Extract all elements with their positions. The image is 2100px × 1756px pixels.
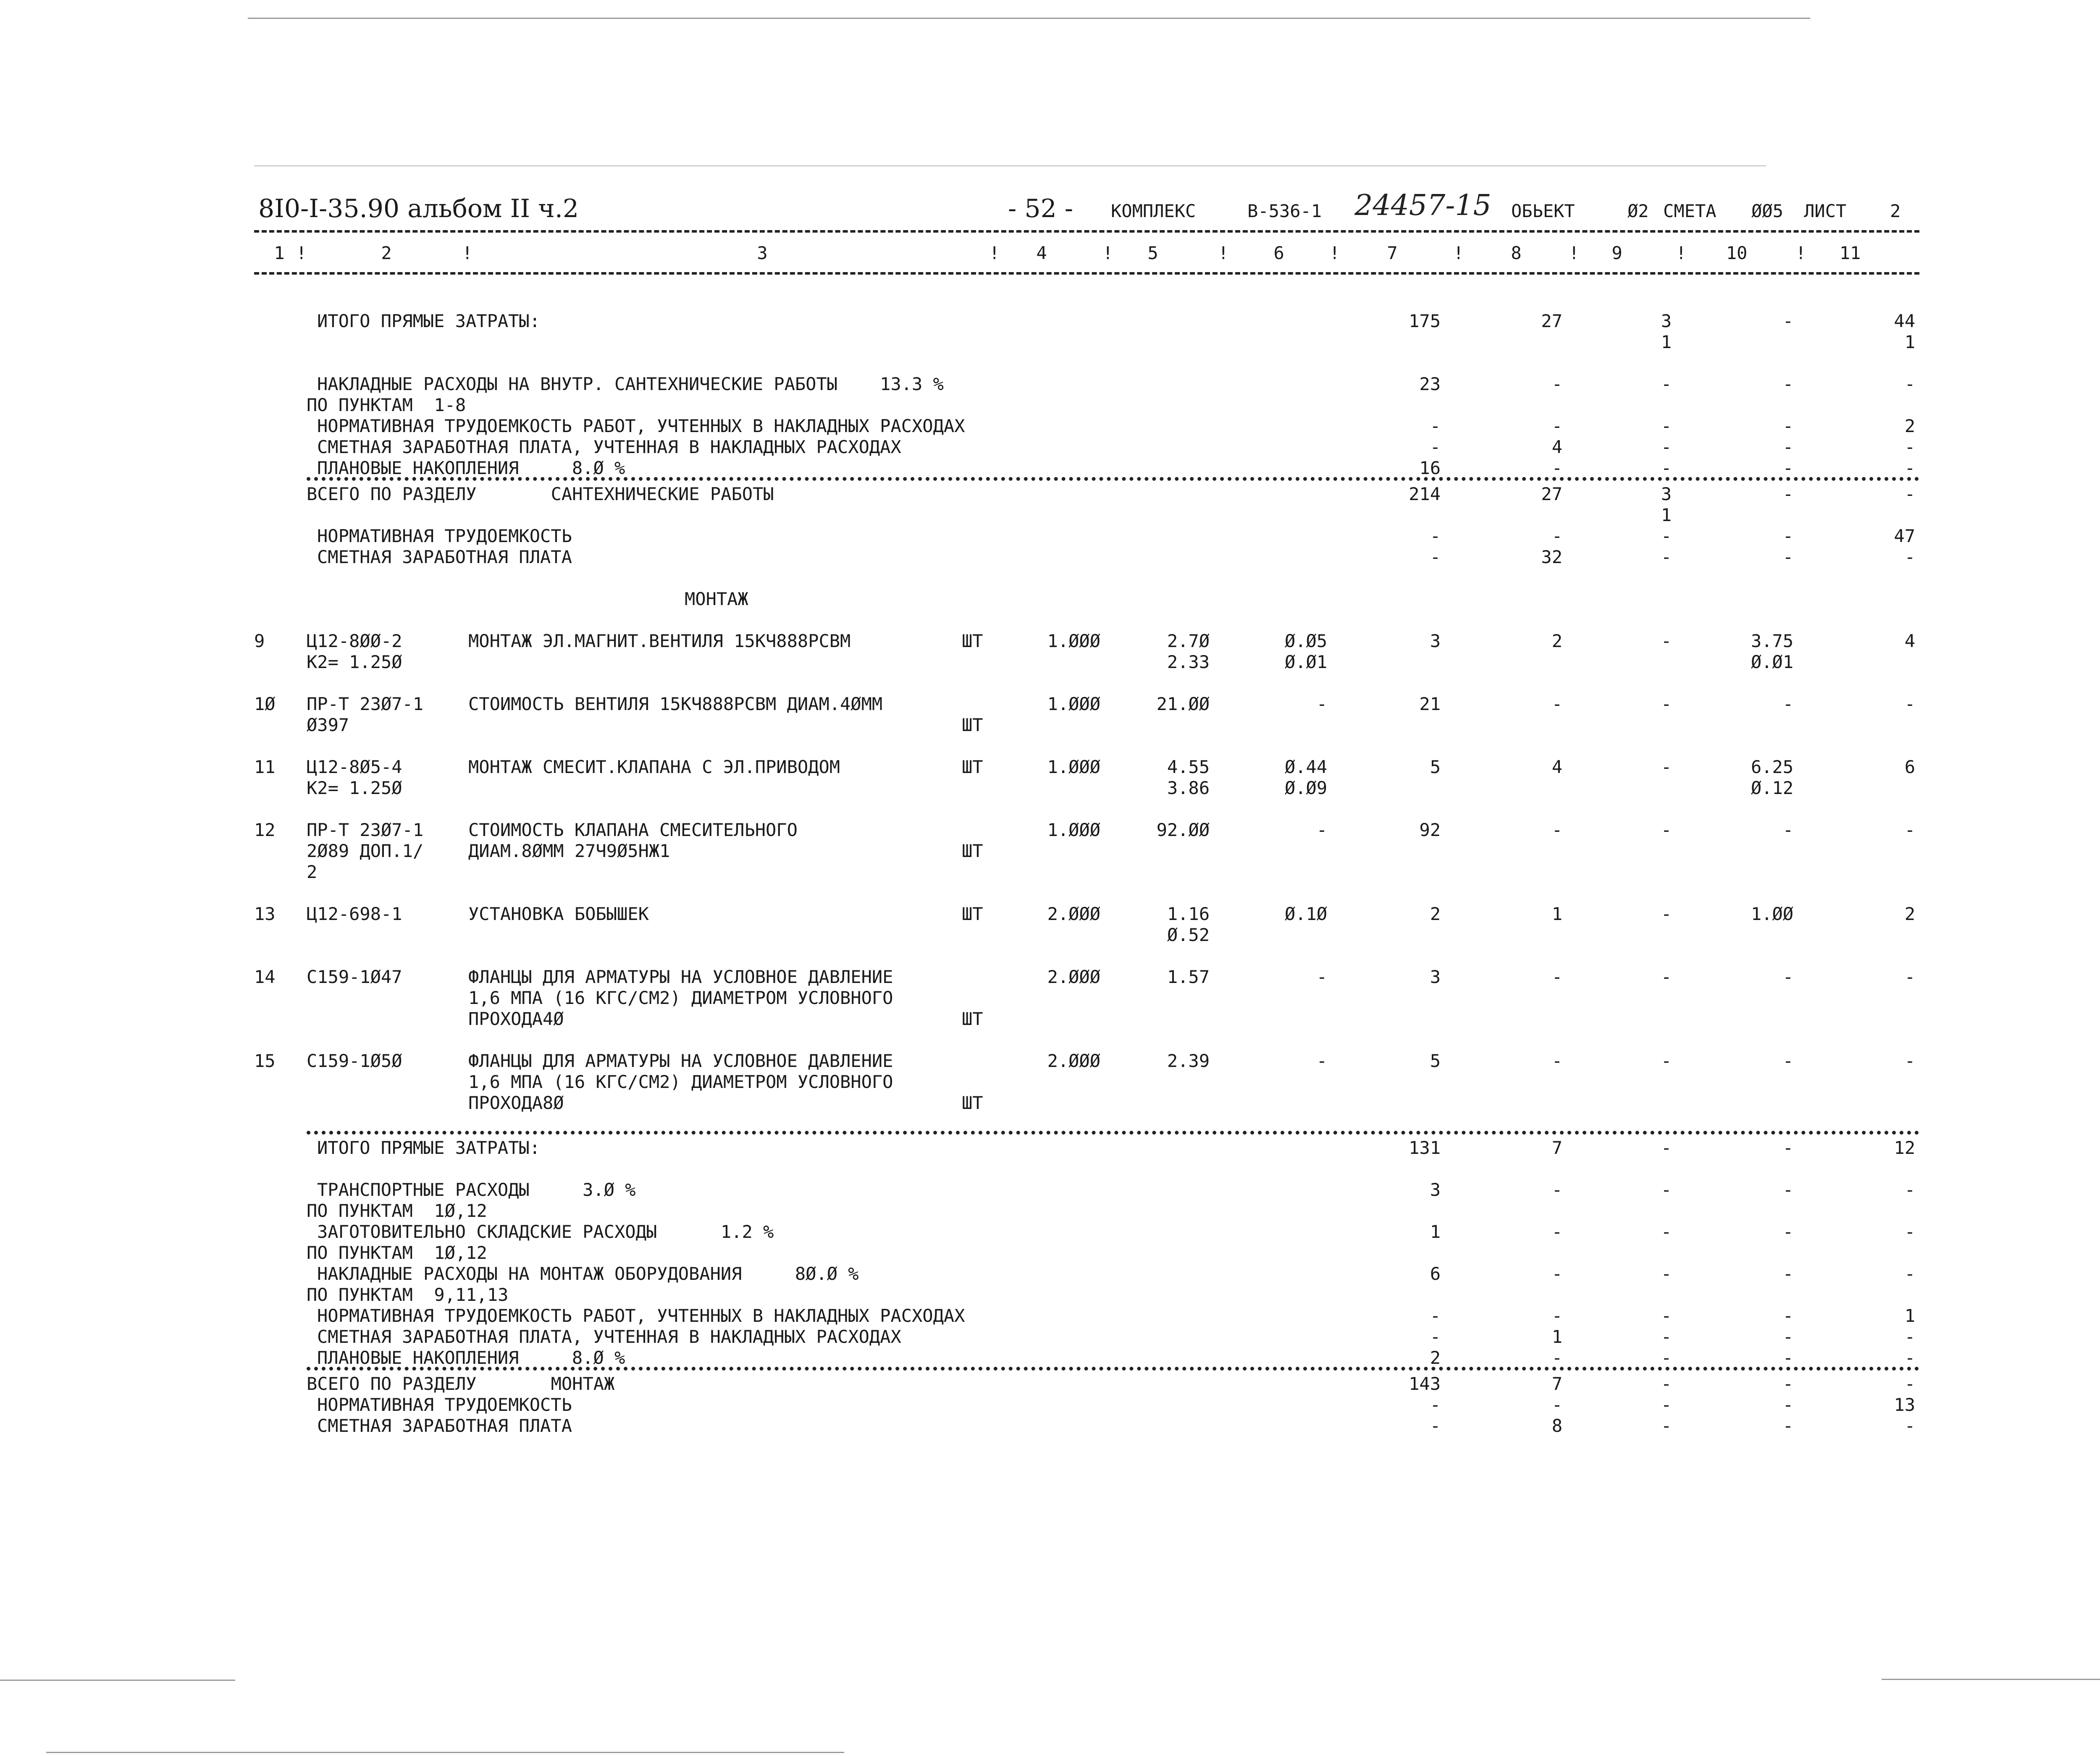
album-title: 8I0-I-35.90 альбом II ч.2 xyxy=(258,194,579,223)
machine-cost: - xyxy=(1661,820,1672,840)
total-wage: - xyxy=(1551,458,1562,478)
rate-code: С159-1Ø5Ø xyxy=(307,1051,402,1071)
total-cost: - xyxy=(1430,1305,1441,1326)
total-cost: - xyxy=(1430,1326,1441,1347)
total-cost: 6 xyxy=(1430,1263,1441,1284)
column-header-10: 10 xyxy=(1726,243,1748,263)
total-labor: - xyxy=(1904,437,1915,457)
total-cost: 5 xyxy=(1430,1051,1441,1071)
total-wage: - xyxy=(1551,374,1562,394)
handwritten-number: 24457-15 xyxy=(1354,189,1491,222)
labor-hours: - xyxy=(1782,1051,1793,1071)
column-header-3: 3 xyxy=(757,243,768,263)
work-description: ПРОХОДА8Ø xyxy=(468,1093,564,1113)
column-separator-mark: ! xyxy=(462,243,473,263)
machine-cost: - xyxy=(1661,526,1672,546)
unit-cost: Ø.52 xyxy=(1167,925,1210,945)
total-labor: - xyxy=(1904,458,1915,478)
column-separator-mark: ! xyxy=(1796,243,1806,263)
labor-hours: - xyxy=(1782,416,1793,436)
machine-cost: - xyxy=(1661,547,1672,567)
total-wage: 7 xyxy=(1551,1373,1562,1394)
total-wage: - xyxy=(1551,1394,1562,1415)
total-cost: 175 xyxy=(1409,311,1441,331)
labor-hours: - xyxy=(1782,437,1793,457)
machine-cost: - xyxy=(1661,1137,1672,1158)
total-labor: - xyxy=(1904,1326,1915,1347)
total-labor: 12 xyxy=(1894,1137,1915,1158)
labor-hours: - xyxy=(1782,820,1793,840)
work-description: ФЛАНЦЫ ДЛЯ АРМАТУРЫ НА УСЛОВНОЕ ДАВЛЕНИЕ xyxy=(468,1051,893,1071)
labor-hours: - xyxy=(1782,526,1793,546)
total-cost: 92 xyxy=(1419,820,1441,840)
unit: ШТ xyxy=(962,631,983,651)
machine-cost: - xyxy=(1661,437,1672,457)
unit-wage: Ø.1Ø xyxy=(1284,904,1327,924)
item-number: 14 xyxy=(254,967,276,987)
quantity: 2.ØØØ xyxy=(1047,1051,1100,1071)
quantity: 1.ØØØ xyxy=(1047,631,1100,651)
unit: ШТ xyxy=(962,1093,983,1113)
labor-hours: - xyxy=(1782,1394,1793,1415)
machine-cost: - xyxy=(1661,458,1672,478)
machine-cost: - xyxy=(1661,416,1672,436)
summary-text: НОРМАТИВНАЯ ТРУДОЕМКОСТЬ РАБОТ, УЧТЕННЫХ В НАКЛАДНЫХ РАСХОДАХ xyxy=(317,1305,965,1326)
rate-code: 2 xyxy=(307,862,318,882)
quantity: 1.ØØØ xyxy=(1047,820,1100,840)
column-separator-mark: ! xyxy=(1569,243,1580,263)
summary-text: ТРАНСПОРТНЫЕ РАСХОДЫ 3.Ø % xyxy=(317,1179,636,1200)
labor-hours: - xyxy=(1782,1373,1793,1394)
unit-cost: 21.ØØ xyxy=(1156,694,1210,714)
rate-code: ПО ПУНКТАМ 9,11,13 xyxy=(307,1284,509,1305)
unit-cost: 2.39 xyxy=(1167,1051,1210,1071)
column-header-11: 11 xyxy=(1839,243,1861,263)
labor-hours: - xyxy=(1782,374,1793,394)
work-description: СТОИМОСТЬ ВЕНТИЛЯ 15КЧ888РСВМ ДИАМ.4ØММ xyxy=(468,694,883,714)
labor-hours: - xyxy=(1782,1221,1793,1242)
summary-text: ПЛАНОВЫЕ НАКОПЛЕНИЯ 8.Ø % xyxy=(317,1347,625,1368)
column-separator-mark: ! xyxy=(1676,243,1687,263)
labor-hours: 6.25 xyxy=(1751,757,1793,777)
total-labor: - xyxy=(1904,694,1915,714)
rate-code: ПО ПУНКТАМ 1Ø,12 xyxy=(307,1242,487,1263)
machine-cost: - xyxy=(1661,1305,1672,1326)
total-cost: - xyxy=(1430,416,1441,436)
complex-label: КОМПЛЕКС xyxy=(1111,201,1196,221)
work-description: МОНТАЖ ЭЛ.МАГНИТ.ВЕНТИЛЯ 15КЧ888РСВМ xyxy=(468,631,851,651)
total-cost: 2 xyxy=(1430,1347,1441,1368)
unit-cost: 1.16 xyxy=(1167,904,1210,924)
total-labor: - xyxy=(1904,1263,1915,1284)
work-description: 1,6 МПА (16 КГС/СМ2) ДИАМЕТРОМ УСЛОВНОГО xyxy=(468,1072,893,1092)
item-number: 11 xyxy=(254,757,276,777)
column-header-6: 6 xyxy=(1273,243,1284,263)
total-cost: - xyxy=(1430,526,1441,546)
total-cost: 143 xyxy=(1409,1373,1441,1394)
rate-code: Ц12-8ØØ-2 xyxy=(307,631,402,651)
total-cost: 214 xyxy=(1409,484,1441,504)
labor-hours: - xyxy=(1782,1326,1793,1347)
total-cost: 21 xyxy=(1419,694,1441,714)
labor-hours: - xyxy=(1782,1347,1793,1368)
rate-code: К2= 1.25Ø xyxy=(307,778,402,798)
total-cost: 2 xyxy=(1430,904,1441,924)
summary-text: НАКЛАДНЫЕ РАСХОДЫ НА ВНУТР. САНТЕХНИЧЕСКИЕ РАБОТЫ 13.3 % xyxy=(317,374,944,394)
machine-cost: - xyxy=(1661,1326,1672,1347)
rate-code: Ø397 xyxy=(307,715,349,735)
summary-text: ИТОГО ПРЯМЫЕ ЗАТРАТЫ: xyxy=(317,311,541,331)
labor-hours: - xyxy=(1782,1415,1793,1436)
unit-cost: 2.7Ø xyxy=(1167,631,1210,651)
complex-code: В-536-1 xyxy=(1247,201,1322,221)
summary-text: ПЛАНОВЫЕ НАКОПЛЕНИЯ 8.Ø % xyxy=(317,458,625,478)
section-dotted-rule xyxy=(307,1367,1919,1371)
scan-edge-line xyxy=(1882,1679,2100,1680)
rate-code: ВСЕГО ПО РАЗДЕЛУ САНТЕХНИЧЕСКИЕ РАБОТЫ xyxy=(307,484,774,504)
machine-cost: 1 xyxy=(1661,505,1672,525)
labor-hours: - xyxy=(1782,547,1793,567)
unit-cost: 2.33 xyxy=(1167,652,1210,672)
total-labor: 4 xyxy=(1904,631,1915,651)
total-labor: - xyxy=(1904,1415,1915,1436)
total-labor: - xyxy=(1904,820,1915,840)
machine-cost: - xyxy=(1661,694,1672,714)
labor-hours: - xyxy=(1782,1263,1793,1284)
page-number: - 52 - xyxy=(1008,194,1074,223)
total-labor: 13 xyxy=(1894,1394,1915,1415)
summary-text: СМЕТНАЯ ЗАРАБОТНАЯ ПЛАТА, УЧТЕННАЯ В НАКЛАДНЫХ РАСХОДАХ xyxy=(317,1326,901,1347)
total-cost: - xyxy=(1430,1394,1441,1415)
total-labor: - xyxy=(1904,1347,1915,1368)
total-labor: - xyxy=(1904,1179,1915,1200)
scan-faint-line xyxy=(254,165,1766,166)
machine-cost: - xyxy=(1661,1221,1672,1242)
summary-text: ИТОГО ПРЯМЫЕ ЗАТРАТЫ: xyxy=(317,1137,541,1158)
labor-hours: Ø.12 xyxy=(1751,778,1793,798)
unit-wage: - xyxy=(1316,967,1327,987)
rate-code: ПО ПУНКТАМ 1Ø,12 xyxy=(307,1200,487,1221)
total-wage: - xyxy=(1551,1179,1562,1200)
work-description: СТОИМОСТЬ КЛАПАНА СМЕСИТЕЛЬНОГО xyxy=(468,820,798,840)
labor-hours: - xyxy=(1782,484,1793,504)
column-header-4: 4 xyxy=(1036,243,1047,263)
unit: ШТ xyxy=(962,715,983,735)
rate-code: Ц12-698-1 xyxy=(307,904,402,924)
machine-cost: - xyxy=(1661,374,1672,394)
quantity: 1.ØØØ xyxy=(1047,757,1100,777)
total-cost: 3 xyxy=(1430,967,1441,987)
labor-hours: - xyxy=(1782,311,1793,331)
item-number: 1Ø xyxy=(254,694,276,714)
item-number: 12 xyxy=(254,820,276,840)
total-cost: 1 xyxy=(1430,1221,1441,1242)
unit-wage: - xyxy=(1316,1051,1327,1071)
total-labor: 1 xyxy=(1904,332,1915,352)
total-wage: 8 xyxy=(1551,1415,1562,1436)
machine-cost: - xyxy=(1661,1373,1672,1394)
machine-cost: - xyxy=(1661,1179,1672,1200)
column-header-1: 1 xyxy=(274,243,285,263)
labor-hours: - xyxy=(1782,967,1793,987)
unit-wage: - xyxy=(1316,820,1327,840)
labor-hours: - xyxy=(1782,458,1793,478)
total-wage: 1 xyxy=(1551,904,1562,924)
total-wage: - xyxy=(1551,820,1562,840)
rate-code: 2Ø89 ДОП.1/ xyxy=(307,841,424,861)
machine-cost: - xyxy=(1661,757,1672,777)
unit-cost: 1.57 xyxy=(1167,967,1210,987)
rate-code: К2= 1.25Ø xyxy=(307,652,402,672)
unit-wage: Ø.Ø9 xyxy=(1284,778,1327,798)
total-labor: - xyxy=(1904,484,1915,504)
section-dotted-rule xyxy=(307,477,1919,481)
unit-cost: 4.55 xyxy=(1167,757,1210,777)
rate-code: ПР-Т 23Ø7-1 xyxy=(307,694,424,714)
machine-cost: - xyxy=(1661,1263,1672,1284)
work-description: МОНТАЖ xyxy=(685,589,748,609)
total-wage: - xyxy=(1551,1051,1562,1071)
rate-code: ВСЕГО ПО РАЗДЕЛУ МОНТАЖ xyxy=(307,1373,615,1394)
estimate-number: ØØ5 xyxy=(1751,201,1783,221)
labor-hours: 3.75 xyxy=(1751,631,1793,651)
total-wage: 2 xyxy=(1551,631,1562,651)
machine-cost: - xyxy=(1661,904,1672,924)
total-labor: 6 xyxy=(1904,757,1915,777)
summary-text: СМЕТНАЯ ЗАРАБОТНАЯ ПЛАТА, УЧТЕННАЯ В НАКЛАДНЫХ РАСХОДАХ xyxy=(317,437,901,457)
work-description: 1,6 МПА (16 КГС/СМ2) ДИАМЕТРОМ УСЛОВНОГО xyxy=(468,988,893,1008)
machine-cost: 3 xyxy=(1661,484,1672,504)
unit-wage: - xyxy=(1316,694,1327,714)
total-cost: - xyxy=(1430,1415,1441,1436)
machine-cost: - xyxy=(1661,631,1672,651)
header-rule-bottom xyxy=(254,272,1919,275)
total-wage: - xyxy=(1551,1347,1562,1368)
column-header-5: 5 xyxy=(1147,243,1158,263)
unit-wage: Ø.Ø5 xyxy=(1284,631,1327,651)
machine-cost: - xyxy=(1661,1394,1672,1415)
section-dotted-rule xyxy=(307,1131,1919,1135)
header-rule-top xyxy=(254,230,1919,233)
machine-cost: - xyxy=(1661,1347,1672,1368)
labor-hours: - xyxy=(1782,1179,1793,1200)
total-labor: 47 xyxy=(1894,526,1915,546)
total-wage: 1 xyxy=(1551,1326,1562,1347)
total-labor: 1 xyxy=(1904,1305,1915,1326)
unit: ШТ xyxy=(962,904,983,924)
total-labor: - xyxy=(1904,1373,1915,1394)
total-cost: 3 xyxy=(1430,1179,1441,1200)
work-description: УСТАНОВКА БОБЫШЕК xyxy=(468,904,649,924)
total-labor: 2 xyxy=(1904,416,1915,436)
rate-code: С159-1Ø47 xyxy=(307,967,402,987)
column-separator-mark: ! xyxy=(989,243,1000,263)
total-labor: 2 xyxy=(1904,904,1915,924)
summary-text: ЗАГОТОВИТЕЛЬНО СКЛАДСКИЕ РАСХОДЫ 1.2 % xyxy=(317,1221,774,1242)
column-header-9: 9 xyxy=(1612,243,1622,263)
work-description: ПРОХОДА4Ø xyxy=(468,1009,564,1029)
total-cost: 3 xyxy=(1430,631,1441,651)
column-header-8: 8 xyxy=(1511,243,1522,263)
total-cost: 16 xyxy=(1419,458,1441,478)
quantity: 2.ØØØ xyxy=(1047,904,1100,924)
machine-cost: - xyxy=(1661,967,1672,987)
quantity: 2.ØØØ xyxy=(1047,967,1100,987)
total-cost: - xyxy=(1430,547,1441,567)
total-wage: - xyxy=(1551,526,1562,546)
summary-text: НОРМАТИВНАЯ ТРУДОЕМКОСТЬ xyxy=(317,1394,572,1415)
unit-wage: Ø.Ø1 xyxy=(1284,652,1327,672)
column-header-7: 7 xyxy=(1387,243,1398,263)
total-wage: 4 xyxy=(1551,757,1562,777)
scan-edge-line xyxy=(0,1680,235,1681)
column-separator-mark: ! xyxy=(296,243,307,263)
total-labor: - xyxy=(1904,1051,1915,1071)
work-description: ФЛАНЦЫ ДЛЯ АРМАТУРЫ НА УСЛОВНОЕ ДАВЛЕНИЕ xyxy=(468,967,893,987)
rate-code: Ц12-8Ø5-4 xyxy=(307,757,402,777)
unit-cost: 3.86 xyxy=(1167,778,1210,798)
machine-cost: - xyxy=(1661,1415,1672,1436)
total-labor: - xyxy=(1904,547,1915,567)
summary-text: СМЕТНАЯ ЗАРАБОТНАЯ ПЛАТА xyxy=(317,547,572,567)
labor-hours: - xyxy=(1782,694,1793,714)
work-description: МОНТАЖ СМЕСИТ.КЛАПАНА С ЭЛ.ПРИВОДОМ xyxy=(468,757,840,777)
sheet-number: 2 xyxy=(1890,201,1901,221)
total-wage: 7 xyxy=(1551,1137,1562,1158)
unit: ШТ xyxy=(962,841,983,861)
machine-cost: 3 xyxy=(1661,311,1672,331)
scan-edge-line xyxy=(46,1752,844,1753)
total-wage: - xyxy=(1551,416,1562,436)
rate-code: ПО ПУНКТАМ 1-8 xyxy=(307,395,466,415)
labor-hours: - xyxy=(1782,1137,1793,1158)
item-number: 9 xyxy=(254,631,265,651)
total-wage: 27 xyxy=(1541,311,1562,331)
unit: ШТ xyxy=(962,1009,983,1029)
total-cost: 23 xyxy=(1419,374,1441,394)
unit-wage: Ø.44 xyxy=(1284,757,1327,777)
estimate-label: СМЕТА xyxy=(1663,201,1717,221)
summary-text: СМЕТНАЯ ЗАРАБОТНАЯ ПЛАТА xyxy=(317,1415,572,1436)
scan-edge-line xyxy=(248,18,1810,19)
total-cost: - xyxy=(1430,437,1441,457)
quantity: 1.ØØØ xyxy=(1047,694,1100,714)
summary-text: НАКЛАДНЫЕ РАСХОДЫ НА МОНТАЖ ОБОРУДОВАНИЯ 8Ø.Ø % xyxy=(317,1263,859,1284)
total-wage: - xyxy=(1551,1305,1562,1326)
object-label: ОБЬЕКТ xyxy=(1511,201,1575,221)
unit-cost: 92.ØØ xyxy=(1156,820,1210,840)
total-wage: 32 xyxy=(1541,547,1562,567)
column-separator-mark: ! xyxy=(1218,243,1229,263)
labor-hours: Ø.Ø1 xyxy=(1751,652,1793,672)
machine-cost: 1 xyxy=(1661,332,1672,352)
summary-text: НОРМАТИВНАЯ ТРУДОЕМКОСТЬ РАБОТ, УЧТЕННЫХ В НАКЛАДНЫХ РАСХОДАХ xyxy=(317,416,965,436)
total-cost: 5 xyxy=(1430,757,1441,777)
total-wage: - xyxy=(1551,967,1562,987)
column-header-2: 2 xyxy=(381,243,392,263)
object-number: Ø2 xyxy=(1628,201,1649,221)
total-labor: 44 xyxy=(1894,311,1915,331)
item-number: 15 xyxy=(254,1051,276,1071)
item-number: 13 xyxy=(254,904,276,924)
total-labor: - xyxy=(1904,967,1915,987)
column-separator-mark: ! xyxy=(1102,243,1113,263)
total-labor: - xyxy=(1904,1221,1915,1242)
labor-hours: 1.ØØ xyxy=(1751,904,1793,924)
total-wage: - xyxy=(1551,1263,1562,1284)
labor-hours: - xyxy=(1782,1305,1793,1326)
total-wage: - xyxy=(1551,694,1562,714)
unit: ШТ xyxy=(962,757,983,777)
total-cost: 131 xyxy=(1409,1137,1441,1158)
work-description: ДИАМ.8ØММ 27Ч9Ø5НЖ1 xyxy=(468,841,670,861)
column-separator-mark: ! xyxy=(1453,243,1464,263)
total-wage: 4 xyxy=(1551,437,1562,457)
summary-text: НОРМАТИВНАЯ ТРУДОЕМКОСТЬ xyxy=(317,526,572,546)
rate-code: ПР-Т 23Ø7-1 xyxy=(307,820,424,840)
machine-cost: - xyxy=(1661,1051,1672,1071)
total-wage: 27 xyxy=(1541,484,1562,504)
column-separator-mark: ! xyxy=(1329,243,1340,263)
total-wage: - xyxy=(1551,1221,1562,1242)
total-labor: - xyxy=(1904,374,1915,394)
sheet-label: ЛИСТ xyxy=(1804,201,1847,221)
